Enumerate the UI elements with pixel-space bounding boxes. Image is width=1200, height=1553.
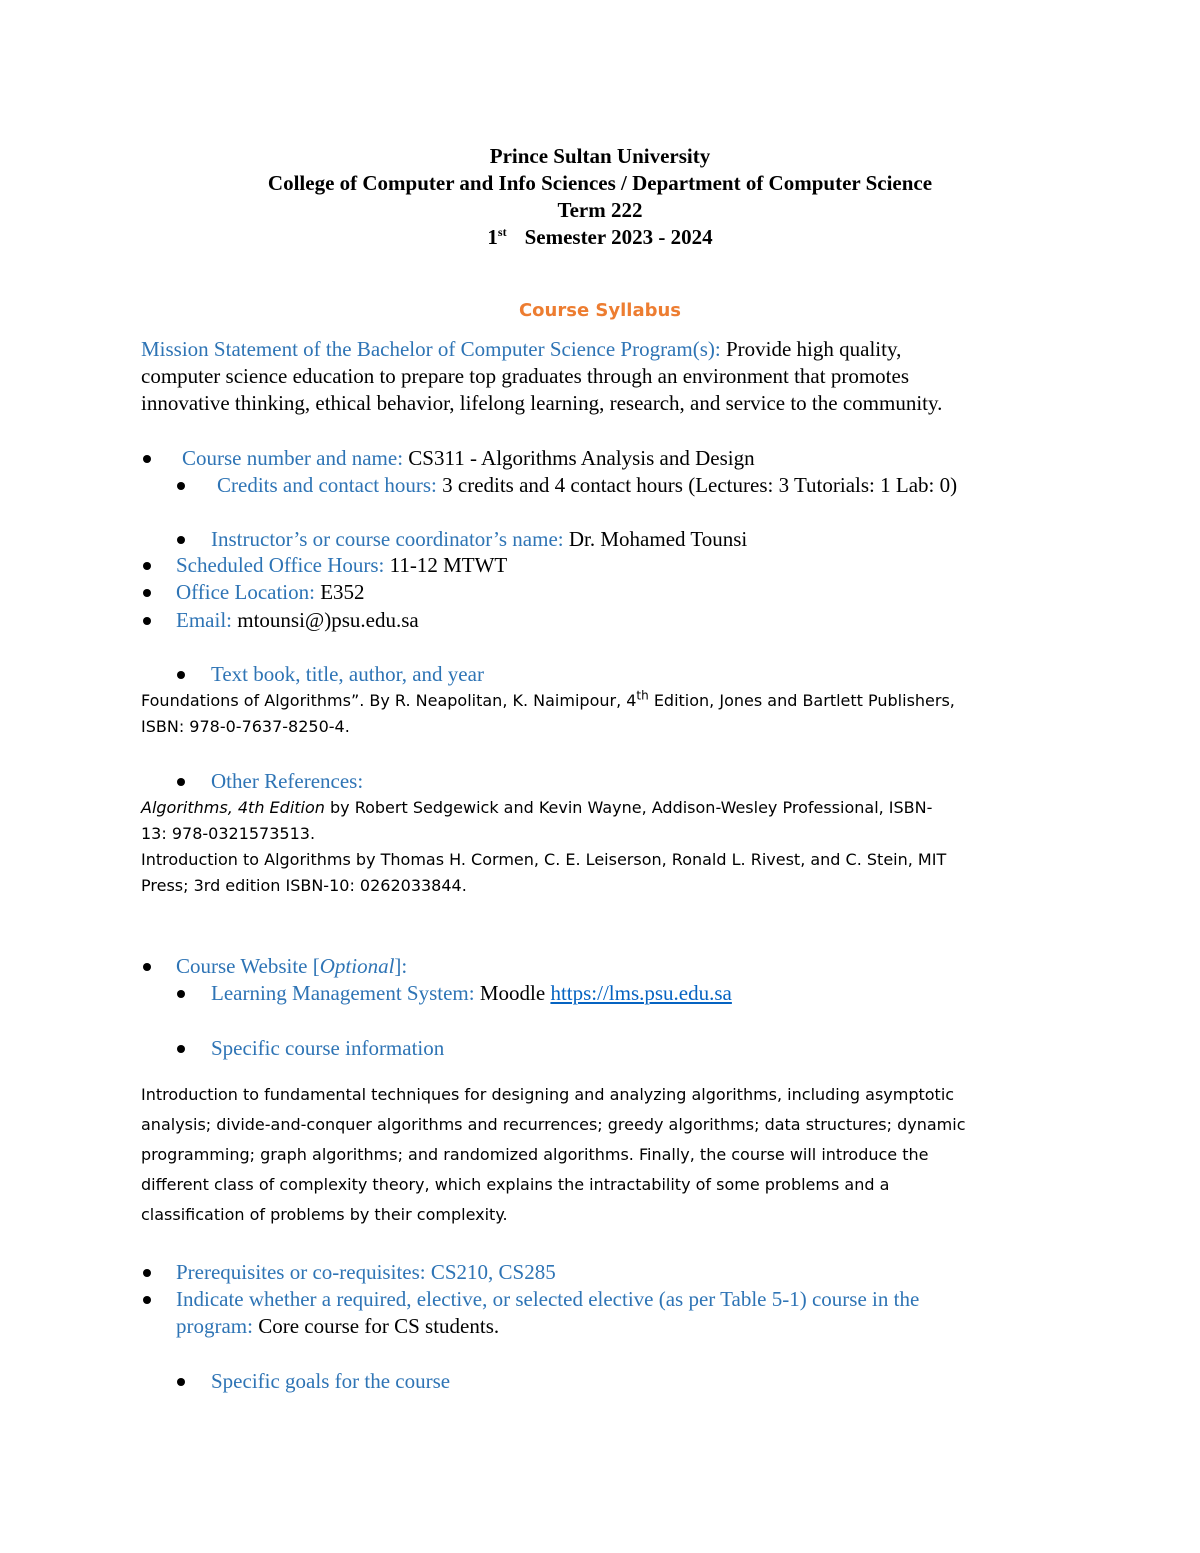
textbook-line-1 [141, 688, 955, 714]
office-hours-value: 11-12 MTWT [389, 553, 508, 577]
mission-text-1: Provide high quality, [725, 337, 902, 361]
credits-item [217, 472, 957, 499]
mission-label: Mission Statement of the Bachelor of Computer Science Program(s): [141, 337, 721, 361]
bullet [177, 536, 185, 544]
specific-info-line-1: Introduction to fundamental techniques for designing and analyzing algorithms, including asymptotic [141, 1085, 955, 1104]
college-name: College of Computer and Info Sciences / Department of Computer Science [267, 171, 933, 195]
semester-number: 1 [487, 225, 498, 249]
course-website-label-a: Course Website [ [176, 954, 320, 978]
mission-line-3: innovative thinking, ethical behavior, lifelong learning, research, and service to the community. [141, 391, 943, 415]
specific-info-label: Specific course information [211, 1036, 445, 1060]
office-hours-label: Scheduled Office Hours: [176, 553, 385, 577]
reference-1-line-2: 13: 978-0321573513. [141, 824, 316, 843]
prerequisites-item [176, 1259, 556, 1286]
textbook-text-a: Foundations of Algorithms”. By R. Neapolitan, K. Naimipour, 4 [141, 691, 637, 710]
reference-2-line-1: Introduction to Algorithms by Thomas H. Cormen, C. E. Leiserson, Ronald L. Rivest, and C. Stein, MIT [141, 850, 947, 869]
university-name: Prince Sultan University [489, 144, 711, 168]
office-location-label: Office Location: [176, 580, 315, 604]
office-location-value: E352 [320, 580, 365, 604]
instructor-item [211, 526, 747, 553]
required-value: Core course for CS students. [258, 1314, 500, 1338]
bullet [143, 1269, 151, 1277]
bullet [177, 1045, 185, 1053]
course-website-label-b: ]: [394, 954, 408, 978]
lms-link[interactable]: https://lms.psu.edu.sa [550, 981, 732, 1005]
semester-year: Semester 2023 - 2024 [524, 225, 713, 249]
mission-line-1 [141, 336, 901, 363]
specific-info-line-4: different class of complexity theory, which explains the intractability of some problems and a [141, 1175, 890, 1194]
bullet [143, 455, 151, 463]
bullet [143, 589, 151, 597]
term: Term 222 [557, 198, 643, 222]
instructor-value: Dr. Mohamed Tounsi [568, 527, 748, 551]
required-line-2 [176, 1313, 499, 1340]
reference-1-rest: by Robert Sedgewick and Kevin Wayne, Addison-Wesley Professional, ISBN- [324, 798, 933, 817]
office-hours-item [176, 552, 507, 579]
course-number-item [182, 445, 755, 472]
textbook-superscript: th [636, 688, 649, 703]
mission-line-2: computer science education to prepare top graduates through an environment that promotes [141, 364, 909, 388]
reference-1-title: Algorithms, 4th Edition [141, 798, 325, 817]
email-label: Email: [176, 608, 232, 632]
email-value: mtounsi@)psu.edu.sa [237, 608, 419, 632]
textbook-label: Text book, title, author, and year [211, 662, 484, 686]
specific-info-line-2: analysis; divide-and-conquer algorithms and recurrences; greedy algorithms; data structures; dynamic [141, 1115, 966, 1134]
lms-label: Learning Management System: [211, 981, 475, 1005]
course-number-value: CS311 - Algorithms Analysis and Design [408, 446, 755, 470]
lms-item [211, 980, 732, 1007]
bullet [177, 778, 185, 786]
textbook-line-2: ISBN: 978-0-7637-8250-4. [141, 717, 350, 736]
semester-superscript: st [497, 225, 507, 239]
credits-value: 3 credits and 4 contact hours (Lectures: 3 Tutorials: 1 Lab: 0) [442, 473, 958, 497]
bullet [177, 990, 185, 998]
lms-value: Moodle [479, 981, 546, 1005]
bullet [143, 562, 151, 570]
required-label-line-1: Indicate whether a required, elective, or selected elective (as per Table 5-1) course in the [176, 1287, 920, 1311]
bullet [143, 1296, 151, 1304]
email-item [176, 607, 419, 634]
office-location-item [176, 579, 365, 606]
course-website-label [176, 953, 407, 980]
textbook-text-b: Edition, Jones and Bartlett Publishers, [648, 691, 955, 710]
semester [0, 224, 1200, 250]
reference-2-line-2: Press; 3rd edition ISBN-10: 0262033844. [141, 876, 467, 895]
credits-label: Credits and contact hours: [217, 473, 437, 497]
references-label: Other References: [211, 769, 364, 793]
prerequisites-label: Prerequisites or co-requisites: [176, 1260, 426, 1284]
specific-info-line-3: programming; graph algorithms; and randomized algorithms. Finally, the course will introduce the [141, 1145, 929, 1164]
course-syllabus-title: Course Syllabus [518, 300, 682, 321]
bullet [143, 963, 151, 971]
instructor-label: Instructor’s or course coordinator’s name: [211, 527, 564, 551]
reference-1-line-1 [141, 795, 932, 821]
bullet [177, 1378, 185, 1386]
course-number-label: Course number and name: [182, 446, 404, 470]
required-label-line-2: program: [176, 1314, 253, 1338]
bullet [177, 482, 185, 490]
prerequisites-value: CS210, CS285 [430, 1260, 556, 1284]
bullet [177, 671, 185, 679]
specific-info-line-5: classification of problems by their complexity. [141, 1205, 508, 1224]
specific-goals-label: Specific goals for the course [211, 1369, 451, 1393]
bullet [143, 617, 151, 625]
course-website-optional: Optional [319, 954, 395, 978]
